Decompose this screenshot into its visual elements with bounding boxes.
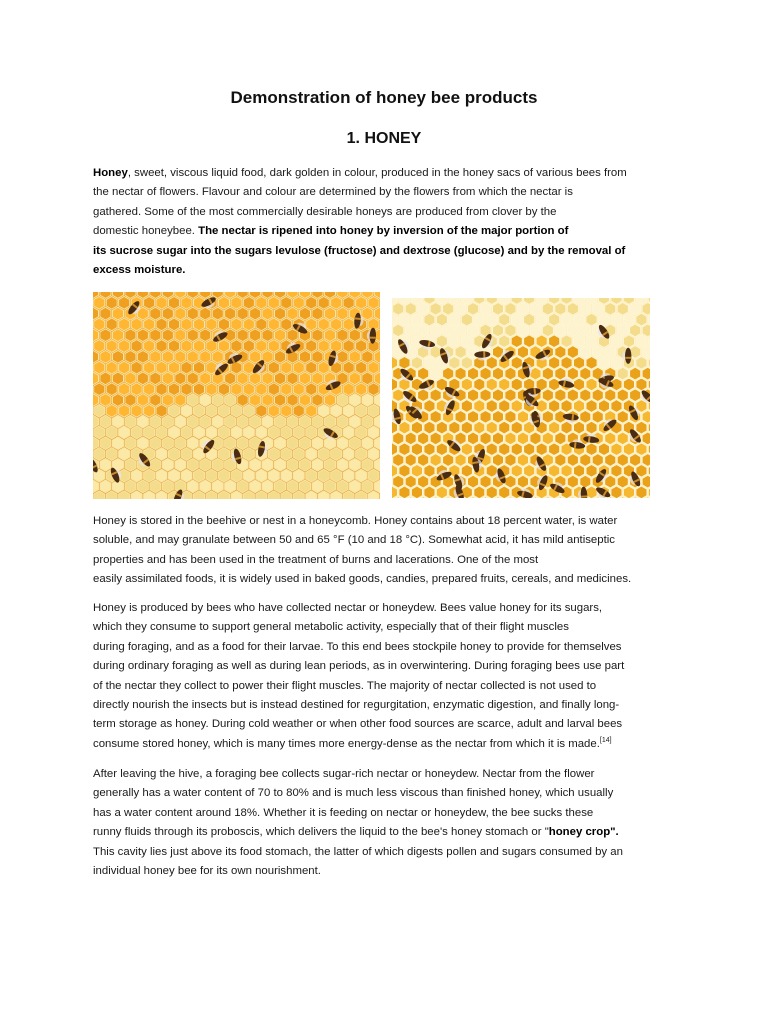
honeycomb-bees-photo-left: [93, 292, 380, 499]
document-title: Demonstration of honey bee products: [230, 88, 538, 107]
honeycomb-bees-photo-right: [392, 298, 650, 498]
production-paragraph: Honey is produced by bees who have collected nectar or honeydew. Bees value honey for its sugars, which they consume to support general metabolic activity, especially that of their flight muscles during foraging, and as a food for their larvae. To this end bees stockpile honey to provide for themselves during ordinary foraging as well as during lean periods, as in overwintering. During foraging bees use part of the nectar they collect to power their flight muscles. The majority of nectar collected is not used to directly nourish the insects but is instead destined for regurgitation, enzymatic digestion, and finally long- term storage as honey. During cold weather or when other food sources are scarce, adult and larval bees consume stored honey, which is many times more energy-dense as the nectar from which it is made.[14]: [93, 602, 625, 750]
section-heading-honey: 1. HONEY: [346, 130, 422, 147]
honey-crop-term: honey crop".: [548, 826, 619, 839]
citation-14[interactable]: [14]: [599, 737, 612, 745]
honey-lead-term: Honey: [93, 167, 128, 179]
intro-paragraph: Honey, sweet, viscous liquid food, dark golden in colour, produced in the honey sacs of various bees from the nectar of flowers. Flavour and colour are determined by the flowers from which the nectar is gathered. Some of the most commercially desirable honeys are produced from clover by the domestic honeybee. The nectar is ripened into honey by inversion of the major portion of its sucrose sugar into the sugars levulose (fructose) and dextrose (glucose) and by the removal of excess moisture.: [93, 167, 627, 277]
storage-paragraph: Honey is stored in the beehive or nest in a honeycomb. Honey contains about 18 percent water, is water soluble, and may granulate between 50 and 65 °F (10 and 18 °C). Somewhat acid, it has mild antiseptic properties and has been used in the treatment of burns and lacerations. One of the most easily assimilated foods, it is widely used in baked goods, candies, prepared fruits, cereals, and medicines.: [93, 515, 632, 586]
foraging-paragraph: After leaving the hive, a foraging bee collects sugar-rich nectar or honeydew. Nectar from the flower generally has a water content of 70 to 80% and is much less viscous than finished honey, which usually has a water content around 18%. Whether it is feeding on nectar or honeydew, the bee sucks these runny fluids through its proboscis, which delivers the liquid to the bee's honey stomach or "honey crop". This cavity lies just above its food stomach, the latter of which digests pollen and sugars consumed by an individual honey bee for its own nourishment.: [93, 768, 623, 878]
